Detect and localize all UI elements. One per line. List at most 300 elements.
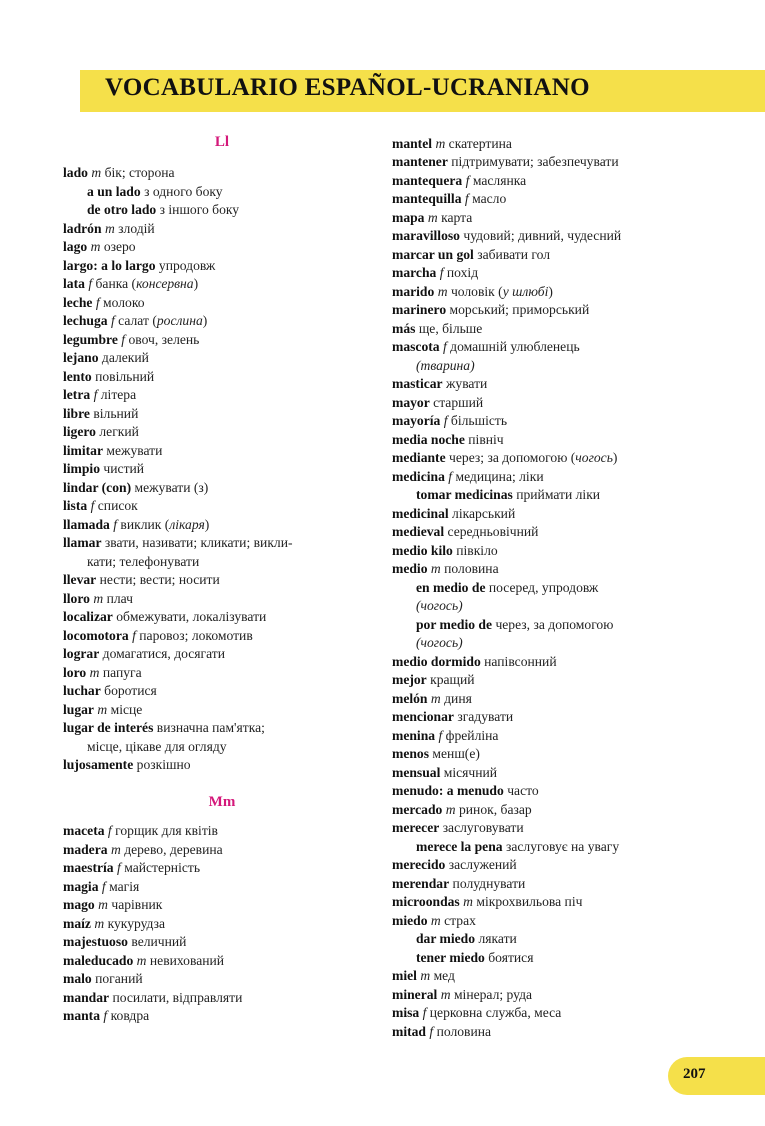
vocab-entry	[416, 597, 463, 615]
vocab-entry	[392, 856, 517, 874]
translation: напівсонний	[484, 654, 557, 669]
headword: mayoría	[392, 413, 441, 428]
vocab-entry	[392, 431, 504, 449]
gender-marker: m	[445, 802, 456, 817]
vocab-entry	[392, 764, 497, 782]
vocab-entry	[63, 460, 144, 478]
vocab-entry	[416, 930, 517, 948]
vocab-entry	[392, 190, 506, 208]
gender-marker: f	[442, 339, 447, 354]
gender-marker: m	[91, 165, 102, 180]
translation: мінерал; руда	[453, 987, 533, 1002]
headword: microondas	[392, 894, 460, 909]
gender-marker: f	[107, 823, 112, 838]
gender-marker: m	[427, 210, 438, 225]
translation: забивати гол	[477, 247, 551, 262]
translation: північ	[468, 432, 504, 447]
usage-note: рослина	[156, 313, 203, 328]
headword: libre	[63, 406, 90, 421]
gender-marker: f	[113, 517, 118, 532]
headword: lento	[63, 369, 92, 384]
headword: más	[392, 321, 416, 336]
translation: посеред, упродовж	[488, 580, 599, 595]
gender-marker: m	[437, 284, 448, 299]
gender-marker: m	[104, 221, 115, 236]
headword: maleducado	[63, 953, 134, 968]
translation: мед	[433, 968, 455, 983]
translation: заслужений	[448, 857, 517, 872]
headword: lugar de interés	[63, 720, 154, 735]
translation: через, за допомогою	[495, 617, 614, 632]
gender-marker: f	[132, 628, 136, 643]
vocab-entry	[63, 664, 142, 682]
vocab-entry	[63, 608, 266, 626]
translation: кукурудза	[107, 916, 166, 931]
headword: masticar	[392, 376, 443, 391]
headword: mencionar	[392, 709, 454, 724]
vocab-entry	[416, 616, 613, 634]
headword: tener miedo	[416, 950, 485, 965]
headword: marinero	[392, 302, 447, 317]
translation: диня	[444, 691, 472, 706]
translation: ковдра	[110, 1008, 150, 1023]
headword: mineral	[392, 987, 438, 1002]
headword: leche	[63, 295, 93, 310]
gender-marker: m	[98, 897, 108, 912]
translation: упродовж	[158, 258, 216, 273]
vocab-entry	[87, 553, 199, 571]
translation: середньовічний	[447, 524, 539, 539]
translation: церковна служба, меса	[429, 1005, 562, 1020]
translation: паровоз; локомотив	[139, 628, 253, 643]
headword: en medio de	[416, 580, 486, 595]
headword: marcar un gol	[392, 247, 474, 262]
headword: miel	[392, 968, 417, 983]
translation: приймати ліки	[516, 487, 601, 502]
translation: місячний	[443, 765, 498, 780]
vocab-entry	[63, 275, 198, 293]
vocab-entry	[392, 449, 617, 467]
translation: медицина; ліки	[455, 469, 544, 484]
headword: limitar	[63, 443, 104, 458]
gender-marker: f	[422, 1005, 427, 1020]
vocab-entry	[63, 878, 139, 896]
headword: misa	[392, 1005, 420, 1020]
translation: літера	[100, 387, 137, 402]
translation: бік; сторона	[104, 165, 175, 180]
headword: de otro lado	[87, 202, 157, 217]
headword: lado	[63, 165, 88, 180]
vocab-entry	[63, 933, 186, 951]
vocab-entry	[63, 331, 199, 349]
translation: лякати	[478, 931, 517, 946]
translation: чарівник	[111, 897, 163, 912]
headword: legumbre	[63, 332, 118, 347]
vocab-entry	[87, 738, 227, 756]
headword: a un lado	[87, 184, 141, 199]
usage-note: (чогось)	[416, 598, 463, 613]
translation: папуга	[102, 665, 142, 680]
vocab-entry	[63, 497, 138, 515]
headword: medio	[392, 561, 428, 576]
translation: страх	[444, 913, 476, 928]
vocab-entry	[392, 801, 532, 819]
vocab-entry	[63, 220, 155, 238]
gender-marker: f	[121, 332, 126, 347]
translation: через; за допомогою (	[449, 450, 576, 465]
translation: повільний	[95, 369, 155, 384]
gender-marker: m	[136, 953, 147, 968]
vocab-entry	[392, 394, 483, 412]
headword: maceta	[63, 823, 105, 838]
translation: згадувати	[457, 709, 514, 724]
headword: mercado	[392, 802, 443, 817]
translation: з іншого боку	[159, 202, 240, 217]
translation: боятися	[488, 950, 534, 965]
translation: заслуговує на увагу	[505, 839, 620, 854]
vocab-entry	[63, 294, 145, 312]
headword: marcha	[392, 265, 437, 280]
vocab-entry	[392, 246, 550, 264]
translation: полуднувати	[452, 876, 526, 891]
vocab-entry	[63, 822, 218, 840]
vocab-entry	[63, 423, 139, 441]
gender-marker: f	[88, 276, 93, 291]
translation-tail: )	[202, 313, 208, 328]
translation: з одного боку	[144, 184, 223, 199]
headword: lata	[63, 276, 85, 291]
translation: маслянка	[472, 173, 527, 188]
gender-marker: f	[438, 728, 443, 743]
headword: dar miedo	[416, 931, 476, 946]
vocab-entry	[63, 312, 207, 330]
vocab-entry	[63, 756, 191, 774]
headword: mandar	[63, 990, 110, 1005]
vocab-entry	[63, 896, 162, 914]
translation: фрейліна	[445, 728, 499, 743]
translation: місце	[110, 702, 143, 717]
vocab-entry	[416, 579, 598, 597]
vocab-entry	[63, 645, 225, 663]
translation: чудовий; дивний, чудесний	[463, 228, 622, 243]
vocab-entry	[63, 952, 224, 970]
translation: плач	[106, 591, 133, 606]
headword: llevar	[63, 572, 97, 587]
headword: medio dormido	[392, 654, 481, 669]
vocab-entry	[392, 912, 476, 930]
gender-marker: f	[464, 191, 469, 206]
translation: часто	[507, 783, 539, 798]
translation: підтримувати; забезпечувати	[451, 154, 619, 169]
translation: визначна пам'ятка;	[156, 720, 265, 735]
vocab-entry	[392, 468, 544, 486]
gender-marker: m	[93, 591, 104, 606]
vocab-entry	[63, 859, 200, 877]
vocab-entry	[392, 1004, 561, 1022]
headword: llamar	[63, 535, 102, 550]
gender-marker: f	[90, 498, 95, 513]
translation: похід	[446, 265, 479, 280]
gender-marker: f	[439, 265, 444, 280]
translation: виклик (	[120, 517, 170, 532]
headword: menos	[392, 746, 430, 761]
headword: medio kilo	[392, 543, 453, 558]
vocab-entry	[63, 1007, 149, 1025]
vocab-entry	[392, 782, 539, 800]
vocab-entry	[63, 989, 242, 1007]
vocab-entry	[416, 486, 600, 504]
vocab-entry	[392, 209, 472, 227]
translation: молоко	[103, 295, 145, 310]
headword: ladrón	[63, 221, 102, 236]
vocab-entry	[63, 682, 157, 700]
usage-note: у шлюбі	[502, 284, 549, 299]
translation: півкіло	[456, 543, 498, 558]
headword: miedo	[392, 913, 428, 928]
gender-marker: f	[103, 1008, 108, 1023]
headword: lujosamente	[63, 757, 134, 772]
vocab-entry	[392, 301, 589, 319]
gender-marker: m	[90, 239, 101, 254]
gender-marker: m	[110, 842, 121, 857]
vocab-entry	[392, 412, 507, 430]
headword: mensual	[392, 765, 441, 780]
translation: дерево, деревина	[124, 842, 223, 857]
headword: largo: a lo largo	[63, 258, 156, 273]
vocab-entry	[416, 949, 533, 967]
translation-tail: )	[204, 517, 210, 532]
gender-marker: f	[448, 469, 453, 484]
headword: malo	[63, 971, 92, 986]
headword: lugar	[63, 702, 94, 717]
headword: madera	[63, 842, 108, 857]
vocab-entry	[392, 153, 619, 171]
headword: media noche	[392, 432, 465, 447]
translation: обмежувати, локалізувати	[116, 609, 267, 624]
gender-marker: m	[97, 702, 108, 717]
vocab-entry	[392, 967, 455, 985]
gender-marker: m	[440, 987, 451, 1002]
headword: mago	[63, 897, 95, 912]
headword: lejano	[63, 350, 99, 365]
headword: merendar	[392, 876, 450, 891]
vocab-entry	[392, 542, 498, 560]
headword: mapa	[392, 210, 425, 225]
headword: mantener	[392, 154, 448, 169]
translation: масло	[472, 191, 507, 206]
translation: скатертина	[448, 136, 512, 151]
translation: ще, більше	[418, 321, 483, 336]
gender-marker: f	[95, 295, 100, 310]
headword: lago	[63, 239, 88, 254]
vocab-entry	[63, 571, 220, 589]
headword: locomotora	[63, 628, 129, 643]
gender-marker: f	[110, 313, 115, 328]
headword: mantel	[392, 136, 433, 151]
translation: нести; вести; носити	[99, 572, 220, 587]
vocab-entry	[392, 227, 621, 245]
translation: поганий	[95, 971, 143, 986]
headword: lindar (con)	[63, 480, 132, 495]
gender-marker: f	[117, 860, 121, 875]
vocab-entry	[392, 727, 498, 745]
headword: maestría	[63, 860, 114, 875]
vocab-entry	[392, 708, 513, 726]
vocab-entry	[416, 838, 619, 856]
vocab-entry	[63, 627, 253, 645]
vocab-entry	[392, 320, 482, 338]
translation: місце, цікаве для огляду	[87, 739, 227, 754]
translation: величний	[131, 934, 187, 949]
headword: mascota	[392, 339, 440, 354]
vocab-entry	[392, 893, 582, 911]
vocab-entry	[63, 257, 215, 275]
vocab-entry	[392, 523, 538, 541]
usage-note: (чогось)	[416, 635, 463, 650]
vocab-entry	[63, 915, 165, 933]
translation: кати; телефонувати	[87, 554, 200, 569]
section-letter: Mm	[208, 794, 236, 810]
translation: далекий	[101, 350, 149, 365]
vocab-entry	[392, 986, 532, 1004]
gender-marker: f	[93, 387, 98, 402]
vocab-entry	[63, 368, 154, 386]
gender-marker: m	[420, 968, 431, 983]
headword: llamada	[63, 517, 110, 532]
vocab-entry	[63, 386, 136, 404]
vocab-entry	[63, 841, 223, 859]
headword: mantequera	[392, 173, 463, 188]
vocab-entry	[63, 405, 138, 423]
headword: mediante	[392, 450, 446, 465]
vocab-entry	[392, 653, 557, 671]
translation: майстерність	[124, 860, 201, 875]
headword: localizar	[63, 609, 113, 624]
vocab-entry	[392, 560, 499, 578]
vocab-entry	[63, 516, 209, 534]
headword: lloro	[63, 591, 90, 606]
translation: невихований	[149, 953, 225, 968]
translation: боротися	[104, 683, 157, 698]
translation: домашній улюбленець	[450, 339, 580, 354]
translation: чистий	[103, 461, 145, 476]
vocab-entry	[392, 135, 512, 153]
translation: горщик для квітів	[115, 823, 218, 838]
translation: жувати	[446, 376, 488, 391]
gender-marker: f	[101, 879, 106, 894]
headword: mayor	[392, 395, 430, 410]
headword: magia	[63, 879, 99, 894]
headword: mantequilla	[392, 191, 462, 206]
vocab-entry	[392, 264, 478, 282]
headword: majestuoso	[63, 934, 128, 949]
vocab-entry	[392, 375, 487, 393]
vocab-entry	[63, 442, 162, 460]
headword: loro	[63, 665, 87, 680]
translation: салат (	[118, 313, 157, 328]
gender-marker: m	[430, 913, 441, 928]
vocab-entry	[63, 970, 143, 988]
translation: кращий	[430, 672, 475, 687]
headword: maíz	[63, 916, 91, 931]
vocab-entry	[392, 283, 553, 301]
translation: легкий	[99, 424, 139, 439]
translation: більшість	[450, 413, 508, 428]
gender-marker: m	[463, 894, 473, 909]
headword: manta	[63, 1008, 101, 1023]
translation: звати, називати; кликати; викли-	[104, 535, 293, 550]
gender-marker: f	[443, 413, 448, 428]
translation: мікрохвильова піч	[476, 894, 583, 909]
headword: mejor	[392, 672, 427, 687]
translation: озеро	[103, 239, 136, 254]
vocab-entry	[63, 164, 175, 182]
translation: заслуговувати	[442, 820, 524, 835]
headword: ligero	[63, 424, 96, 439]
page-title: VOCABULARIO ESPAÑOL-UCRANIANO	[105, 74, 590, 101]
usage-note: чогось	[575, 450, 613, 465]
headword: lechuga	[63, 313, 108, 328]
headword: maravilloso	[392, 228, 460, 243]
gender-marker: f	[465, 173, 470, 188]
translation-tail: )	[612, 450, 618, 465]
vocab-entry	[63, 534, 293, 552]
vocab-entry	[63, 479, 208, 497]
vocab-entry	[87, 201, 239, 219]
vocab-entry	[87, 183, 223, 201]
headword: marido	[392, 284, 435, 299]
translation: ринок, базар	[458, 802, 532, 817]
headword: medicina	[392, 469, 445, 484]
translation: менш(е)	[432, 746, 480, 761]
vocab-entry	[63, 590, 133, 608]
vocab-entry	[392, 671, 475, 689]
vocab-entry	[392, 875, 525, 893]
translation: розкішно	[136, 757, 191, 772]
translation: злодій	[118, 221, 155, 236]
vocab-entry	[392, 690, 472, 708]
headword: merecido	[392, 857, 446, 872]
gender-marker: m	[435, 136, 446, 151]
translation-tail: )	[193, 276, 199, 291]
vocab-entry	[63, 238, 136, 256]
gender-marker: f	[429, 1024, 434, 1039]
vocab-entry	[392, 338, 580, 356]
translation-tail: )	[548, 284, 553, 299]
usage-note: (тварина)	[416, 358, 475, 373]
vocab-entry	[392, 172, 526, 190]
vocab-entry	[392, 745, 480, 763]
headword: luchar	[63, 683, 101, 698]
translation: половина	[436, 1024, 492, 1039]
translation: банка (	[95, 276, 137, 291]
headword: mitad	[392, 1024, 426, 1039]
usage-note: консервна	[136, 276, 194, 291]
vocab-entry	[392, 1023, 491, 1041]
translation: посилати, відправляти	[112, 990, 243, 1005]
translation: вільний	[93, 406, 139, 421]
gender-marker: m	[89, 665, 100, 680]
gender-marker: m	[430, 691, 441, 706]
translation: карта	[441, 210, 473, 225]
headword: por medio de	[416, 617, 493, 632]
vocab-entry	[392, 819, 524, 837]
headword: merece la pena	[416, 839, 503, 854]
translation: лікарський	[452, 506, 516, 521]
translation: половина	[444, 561, 499, 576]
page-number: 207	[683, 1066, 706, 1082]
section-letter: Ll	[214, 134, 230, 150]
